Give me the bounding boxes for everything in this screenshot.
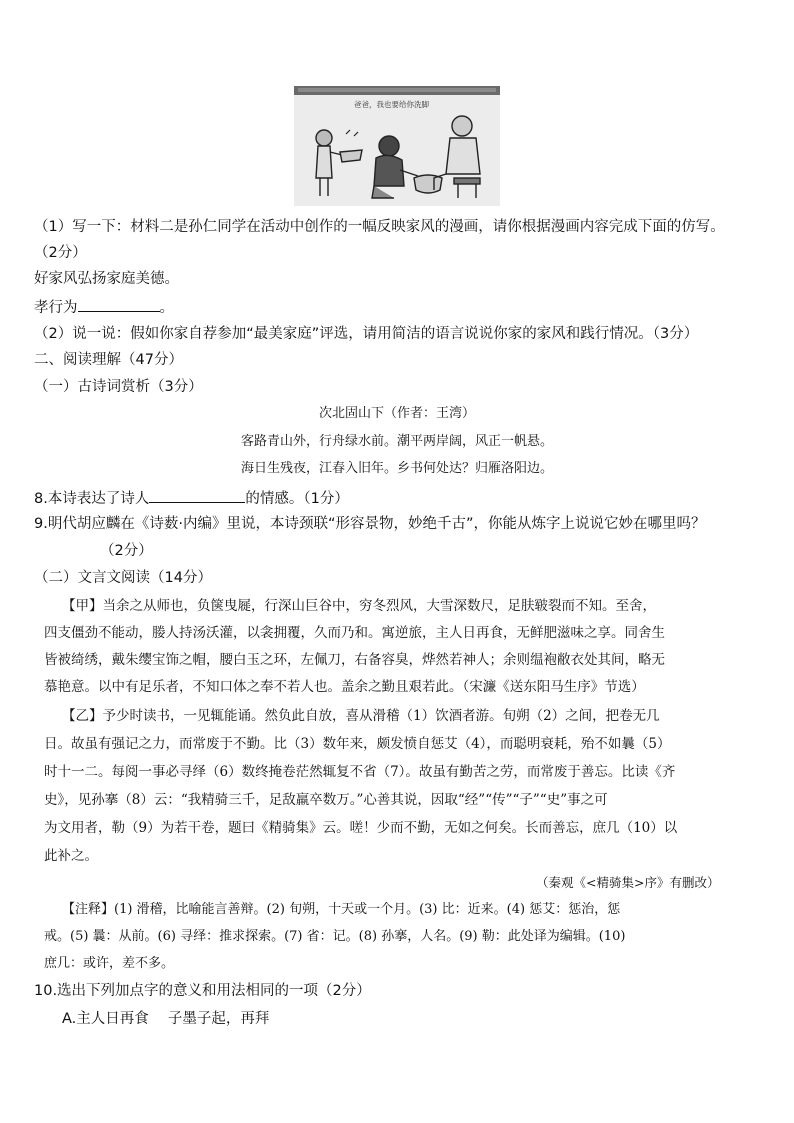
- classical-section-title: （二）文言文阅读（14分）: [34, 570, 212, 586]
- jia-line: 慕艳意。以中有足乐者，不知口体之奉不若人也。盖余之勤且艰若此。（宋濂《送东阳马生序》节选）: [44, 679, 645, 695]
- q1-prompt: [34, 296, 174, 318]
- yi-line: 此补之。: [44, 848, 98, 864]
- q10-stem: 10.选出下列加点字的意义和用法相同的一项（2分）: [34, 983, 371, 999]
- yi-line: 时十一二。每阅一事必寻绎（6）数终掩卷茫然辄复不省（7）。故虽有勤苦之劳，而常废于善忘。比读《齐: [44, 764, 676, 780]
- q1-example: 好家风弘扬家庭美德。: [34, 271, 179, 287]
- q10-option-a[interactable]: A.主人日再食 子墨子起，再拜: [62, 1011, 270, 1027]
- q1-prompt-suffix: 。: [159, 300, 174, 316]
- q1-line2: （2分）: [34, 245, 87, 261]
- yi-line: 日。故虽有强记之力，而常废于不勤。比（3）数年来，颇发愤自惩艾（4），而聪明衰耗，殆不如曩（5）: [44, 736, 671, 752]
- notes-line: 戒。(5) 曩：从前。(6) 寻绎：推求探索。(7) 省：记。(8) 孙搴，人名。(9) 勒：此处译为编辑。(10): [44, 929, 626, 944]
- yi-line: 【乙】予少时读书，一见辄能诵。然负此自放，喜从滑稽（1）饮酒者游。旬朔（2）之间，把卷无几: [62, 708, 660, 724]
- notes-line: 【注释】(1) 滑稽，比喻能言善辩。(2) 旬朔，十天或一个月。(3) 比：近来。(4) 惩艾：惩治，惩: [62, 902, 621, 917]
- poem-title: 次北固山下（作者：王湾）: [318, 406, 475, 421]
- poem-section-title: （一）古诗词赏析（3分）: [34, 379, 203, 395]
- family-comic-image: [294, 86, 500, 206]
- yi-line: 为文用者，勒（9）为若干卷，题曰《精骑集》云。嗟！少而不勤，无如之何矣。长而善忘，庶几（10）以: [44, 820, 678, 836]
- q1-answer-blank[interactable]: [78, 296, 160, 312]
- q8-suffix: 的情感。（1分）: [245, 491, 349, 507]
- q9-line1: 9.明代胡应麟在《诗薮·内编》里说，本诗颈联“形容景物，妙绝千古”，你能从炼字上说说它妙在哪里吗？: [34, 516, 706, 532]
- jia-line: 【甲】当余之从师也，负箧曳屣，行深山巨谷中，穷冬烈风，大雪深数尺，足肤皲裂而不知。至舍，: [62, 598, 656, 614]
- yi-source: （秦观《<精骑集>序》有删改）: [536, 875, 720, 890]
- q1-line1: （1）写一下：材料二是孙仁同学在活动中创作的一幅反映家风的漫画，请你根据漫画内容完成下面的仿写。: [34, 219, 725, 235]
- q1-prompt-prefix: 孝行为: [34, 300, 78, 316]
- jia-line: 四支僵劲不能动，媵人持汤沃灌，以衾拥覆，久而乃和。寓逆旅，主人日再食，无鲜肥滋味之享。同舍生: [44, 625, 665, 641]
- jia-line: 皆被绮绣，戴朱缨宝饰之帽，腰白玉之环，左佩刀，右备容臭，烨然若神人；余则缊袍敝衣处其间，略无: [44, 652, 665, 668]
- poem-line1: 客路青山外，行舟绿水前。潮平两岸阔，风正一帆悬。: [240, 434, 553, 449]
- q8-prefix: 8.本诗表达了诗人: [34, 491, 150, 507]
- poem-line2: 海日生残夜，江春入旧年。乡书何处达？归雁洛阳边。: [240, 461, 553, 476]
- notes-line: 庶几：或许，差不多。: [44, 956, 175, 971]
- q8: [34, 487, 349, 509]
- section2-title: 二、阅读理解（47分）: [34, 352, 183, 368]
- yi-line: 史》，见孙搴（8）云：“我精骑三千，足敌羸卒数万。”心善其说，因取“经”“传”“子”“史”事之可: [44, 792, 608, 808]
- q9-line2: （2分）: [100, 543, 153, 559]
- q2-line1: （2）说一说：假如你家自荐参加“最美家庭”评选，请用简洁的语言说说你家的家风和践行情况。（3分）: [34, 326, 699, 342]
- comic-banner-text: 爸爸，我也要给你洗脚: [354, 100, 429, 109]
- q8-answer-blank[interactable]: [149, 487, 245, 503]
